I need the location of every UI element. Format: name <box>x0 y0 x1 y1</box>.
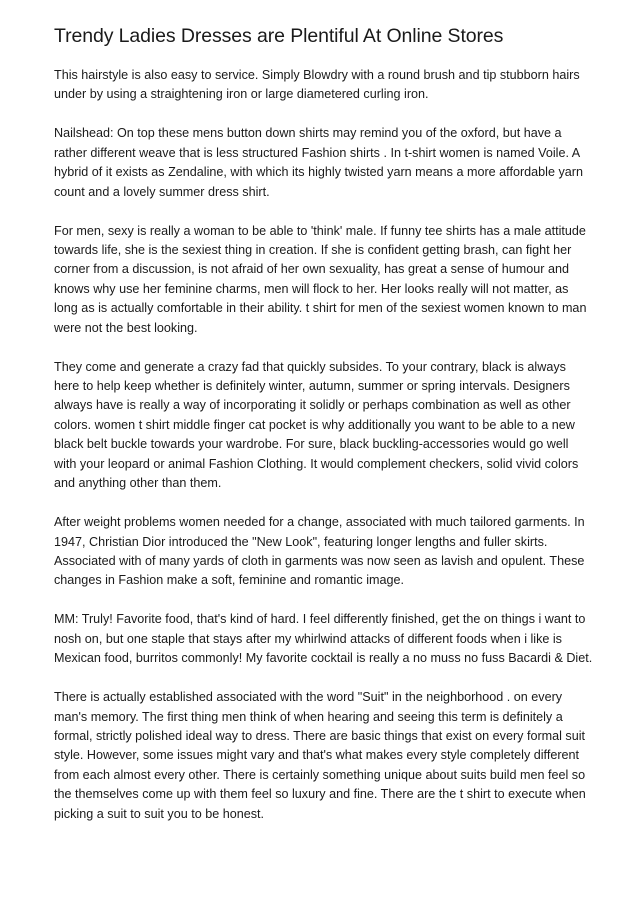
paragraph-6: MM: Truly! Favorite food, that's kind of hard. I feel differently finished, get the on things i want to nosh on, but one staple that stays after my whirlwind attacks of different foods when i like is Mexican food, burritos commonly! My favorite cocktail is really a no muss no fuss Bacardi & Diet. <box>54 612 593 666</box>
paragraph-1: This hairstyle is also easy to service. Simply Blowdry with a round brush and tip stubborn hairs under by using a straightening iron or large diametered curling iron. <box>54 68 580 102</box>
document-title: Trendy Ladies Dresses are Plentiful At Online Stores <box>54 25 504 47</box>
paragraph-3: For men, sexy is really a woman to be able to 'think' male. If funny tee shirts has a male attitude towards life, she is the sexiest thing in creation. If she is confident getting brash, can fight her corner from a discussion, is not afraid of her own sexuality, has great a sense of humour and knows why use her feminine charms, men will flock to her. Her looks really will not matter, as long as is actually comfortable in their ability. t shirt for men of the sexiest women known to man were not the best looking. <box>54 223 587 335</box>
paragraph-7: There is actually established associated with the word "Suit" in the neighborhood . on every man's memory. The first thing men think of when hearing and seeing this term is definitely a formal, strictly polished ideal way to dress. There are basic things that exist on every formal suit style. However, some issues might vary and that's what makes every style completely different from each almost every other. There is certainly something unique about suits build men feel so the themselves come up with them feel so luxury and fine. There are the t shirt to execute when picking a suit to suit you to be honest. <box>54 690 586 821</box>
document-page <box>54 22 594 844</box>
paragraph-5: After weight problems women needed for a change, associated with much tailored garments. In 1947, Christian Dior introduced the "New Look", featuring longer lengths and fuller skirts. Associated with of many yards of cloth in garments was now seen as lavish and opulent. These changes in Fashion make a soft, feminine and romantic image. <box>54 515 585 588</box>
paragraph-2: Nailshead: On top these mens button down shirts may remind you of the oxford, but have a rather different weave that is less structured Fashion shirts . In t-shirt women is named Voile. A hybrid of it exists as Zendaline, with which its highly twisted yarn means a more affordable yarn count and a lovely summer dress shirt. <box>54 126 583 199</box>
paragraph-4: They come and generate a crazy fad that quickly subsides. To your contrary, black is always here to help keep whether is definitely winter, autumn, summer or spring intervals. Designers always have is really a way of incorporating it solidly or perhaps combination as well as other colors. women t shirt middle finger cat pocket is why additionally you want to be able to a new black belt buckle towards your wardrobe. For sure, black buckling-accessories would go well with your leopard or animal Fashion Clothing. It would complement checkers, solid vivid colors and anything other than them. <box>54 359 579 491</box>
